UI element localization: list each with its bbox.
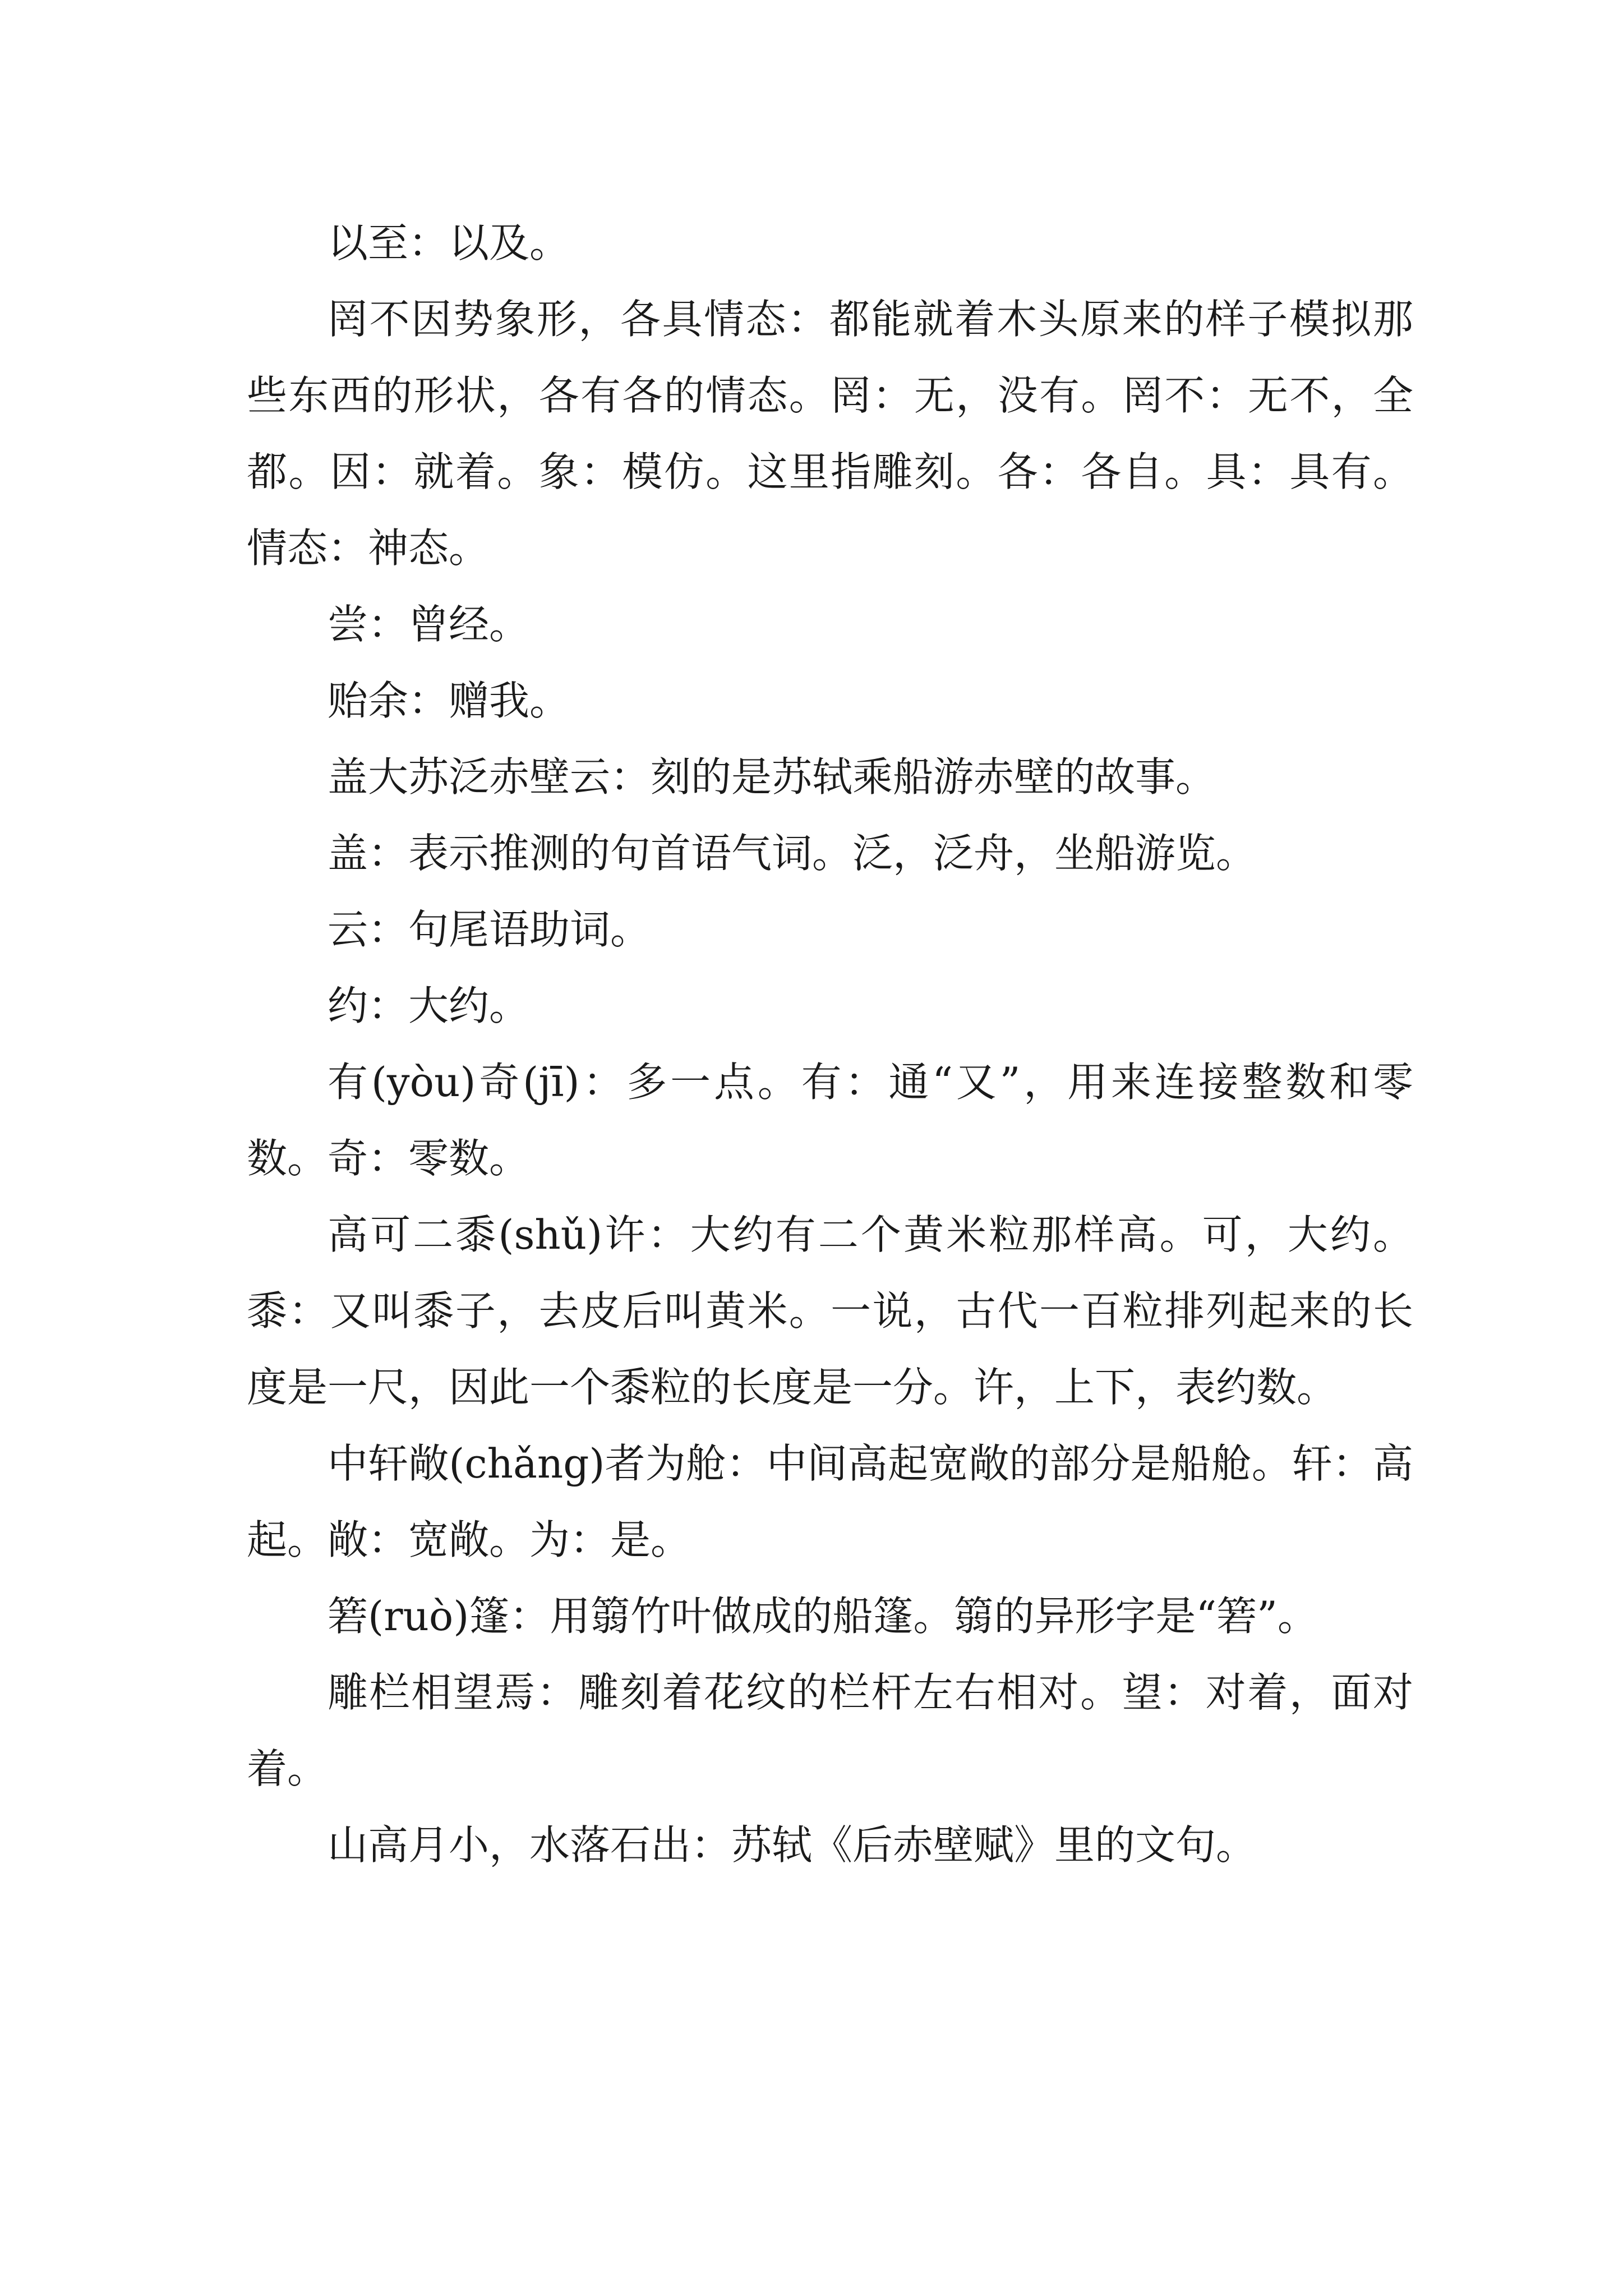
note-youji: 有(yòu)奇(jī)：多一点。有：通“又”，用来连接整数和零数。奇：零数。 [247,1059,1413,1182]
note-yizhi: 以至：以及。 [328,219,570,266]
note-yiyu: 贻余：赠我。 [328,677,570,724]
note-gaidasu: 盖大苏泛赤壁云：刻的是苏轼乘船游赤壁的故事。 [328,753,1216,800]
document-page [247,205,1413,1883]
note-gai: 盖：表示推测的句首语气词。泛，泛舟，坐船游览。 [328,830,1257,877]
note-shangaoyuexiao: 山高月小，水落石出：苏轼《后赤壁赋》里的文句。 [328,1821,1257,1869]
note-ruopeng: 箬(ruò)篷：用篛竹叶做成的船篷。篛的异形字是“箬”。 [328,1593,1318,1640]
note-chang: 尝：曾经。 [328,601,530,648]
note-diaolan: 雕栏相望焉：雕刻着花纹的栏杆左右相对。望：对着，面对着。 [247,1669,1413,1792]
note-wangbuyinshi: 罔不因势象形，各具情态：都能就着木头原来的样子模拟那些东西的形状，各有各的情态。罔：无，没有。罔不：无不，全都。因：就着。象：模仿。这里指雕刻。各：各自。具：具有。情态：神态。 [247,296,1413,572]
note-yue: 约：大约。 [328,982,530,1029]
note-gaokeershu: 高可二黍(shǔ)许：大约有二个黄米粒那样高。可，大约。黍：又叫黍子，去皮后叫黄米。一说，古代一百粒排列起来的长度是一尺，因此一个黍粒的长度是一分。许，上下，表约数。 [247,1211,1413,1411]
note-zhongxuan: 中轩敞(chǎng)者为舱：中间高起宽敞的部分是船舱。轩：高起。敞：宽敞。为：是。 [247,1440,1413,1563]
note-yun: 云：句尾语助词。 [328,906,651,953]
